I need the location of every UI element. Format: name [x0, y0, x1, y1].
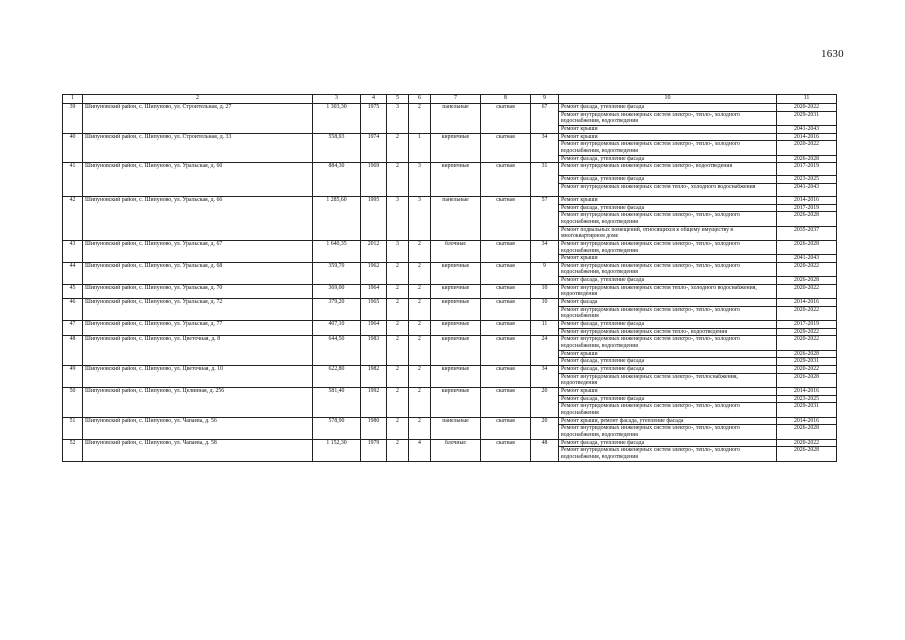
- entrances-cell: 4: [409, 439, 431, 461]
- address-cell: Шипуновский район, с. Шипуново, ул. Целинная, д. 256: [83, 387, 313, 417]
- work-type-cell: Ремонт внутридомовых инженерных систем тепло-, водоотведения: [559, 328, 777, 336]
- residents-cell: 11: [531, 321, 559, 336]
- roof-type-cell: скатная: [481, 133, 531, 163]
- wall-material-cell: кирпичные: [431, 321, 481, 336]
- entrances-cell: 2: [409, 366, 431, 388]
- work-type-cell: Ремонт фасада, утепление фасада: [559, 395, 777, 403]
- residents-cell: 20: [531, 387, 559, 417]
- period-cell: 2020-2022: [777, 104, 837, 112]
- area-cell: 1 152,30: [313, 439, 361, 461]
- residents-cell: 10: [531, 299, 559, 321]
- entrances-cell: 2: [409, 387, 431, 417]
- row-number: 47: [63, 321, 83, 336]
- work-type-cell: Ремонт внутридомовых инженерных систем электро-, водоотведения: [559, 163, 777, 176]
- year-cell: 1992: [361, 387, 387, 417]
- year-cell: 1983: [361, 336, 387, 366]
- floors-cell: 2: [387, 387, 409, 417]
- work-type-cell: Ремонт фасада, утепление фасада: [559, 155, 777, 163]
- table-row: [63, 439, 837, 447]
- area-cell: 407,10: [313, 321, 361, 336]
- area-cell: 379,20: [313, 299, 361, 321]
- work-type-cell: Ремонт внутридомовых инженерных систем тепло-, холодного водоснабжения: [559, 183, 777, 196]
- column-header: 11: [777, 95, 837, 104]
- work-type-cell: Ремонт фасада, утепление фасада: [559, 366, 777, 374]
- year-cell: 1965: [361, 299, 387, 321]
- residents-cell: 34: [531, 133, 559, 163]
- residents-cell: 67: [531, 104, 559, 134]
- wall-material-cell: кирпичные: [431, 262, 481, 284]
- area-cell: 578,90: [313, 417, 361, 439]
- column-header: 7: [431, 95, 481, 104]
- column-header: 2: [83, 95, 313, 104]
- table-row: [63, 366, 837, 374]
- floors-cell: 2: [387, 439, 409, 461]
- period-cell: 2026-2028: [777, 350, 837, 358]
- wall-material-cell: кирпичные: [431, 336, 481, 366]
- area-cell: 644,50: [313, 336, 361, 366]
- area-cell: 1 640,35: [313, 240, 361, 262]
- residents-cell: 10: [531, 284, 559, 298]
- wall-material-cell: кирпичные: [431, 284, 481, 298]
- column-header: 10: [559, 95, 777, 104]
- column-header: 1: [63, 95, 83, 104]
- entrances-cell: 2: [409, 336, 431, 366]
- period-cell: 2041-2043: [777, 183, 837, 196]
- wall-material-cell: панельные: [431, 104, 481, 134]
- floors-cell: 2: [387, 133, 409, 163]
- row-number: 40: [63, 133, 83, 163]
- year-cell: 1969: [361, 163, 387, 197]
- entrances-cell: 1: [409, 133, 431, 163]
- table-header: [63, 95, 837, 104]
- work-type-cell: Ремонт внутридомовых инженерных систем электро-, тепло-, холодного водоснабжения, водоотведения: [559, 212, 777, 226]
- period-cell: 2029-2031: [777, 403, 837, 417]
- table-row: [63, 104, 837, 112]
- table-row: [63, 417, 837, 425]
- address-cell: Шипуновский район, с. Шипуново, ул. Чапаева, д. 56: [83, 417, 313, 439]
- period-cell: 2023-2025: [777, 395, 837, 403]
- work-type-cell: Ремонт внутридомовых инженерных систем электро-, тепло-, холодного водоснабжения, водоотведения: [559, 240, 777, 254]
- area-cell: 884,30: [313, 163, 361, 197]
- year-cell: 1995: [361, 196, 387, 240]
- entrances-cell: 2: [409, 299, 431, 321]
- period-cell: 2029-2031: [777, 358, 837, 366]
- address-cell: Шипуновский район, с. Шипуново, ул. Уральская, д. 68: [83, 262, 313, 284]
- entrances-cell: 2: [409, 104, 431, 134]
- year-cell: 1980: [361, 417, 387, 439]
- address-cell: Шипуновский район, с. Шипуново, ул. Уральская, д. 72: [83, 299, 313, 321]
- wall-material-cell: кирпичные: [431, 299, 481, 321]
- period-cell: 2020-2022: [777, 366, 837, 374]
- table-row: [63, 284, 837, 298]
- address-cell: Шипуновский район, с. Шипуново, ул. Уральская, д. 70: [83, 284, 313, 298]
- period-cell: 2020-2022: [777, 336, 837, 350]
- floors-cell: 2: [387, 284, 409, 298]
- roof-type-cell: скатная: [481, 336, 531, 366]
- work-type-cell: Ремонт фасада, утепление фасада: [559, 358, 777, 366]
- work-type-cell: Ремонт фасада, утепление фасада: [559, 439, 777, 447]
- residents-cell: 34: [531, 366, 559, 388]
- wall-material-cell: кирпичные: [431, 366, 481, 388]
- work-type-cell: Ремонт внутридомовых инженерных систем электро-, тепло-, холодного водоснабжения, водоотведения: [559, 141, 777, 155]
- year-cell: 1982: [361, 366, 387, 388]
- work-type-cell: Ремонт крыши, ремонт фасада, утепление фасада: [559, 417, 777, 425]
- entrances-cell: 2: [409, 321, 431, 336]
- column-header: 8: [481, 95, 531, 104]
- roof-type-cell: скатная: [481, 321, 531, 336]
- period-cell: 2026-2028: [777, 240, 837, 254]
- row-number: 41: [63, 163, 83, 197]
- year-cell: 1975: [361, 104, 387, 134]
- address-cell: Шипуновский район, с. Шипуново, ул. Цветочная, д. 10: [83, 366, 313, 388]
- row-number: 42: [63, 196, 83, 240]
- floors-cell: 2: [387, 366, 409, 388]
- work-type-cell: Ремонт крыши: [559, 255, 777, 263]
- period-cell: 2014-2016: [777, 417, 837, 425]
- residents-cell: 31: [531, 163, 559, 197]
- header-row: [63, 95, 837, 104]
- floors-cell: 2: [387, 417, 409, 439]
- area-cell: 1 303,30: [313, 104, 361, 134]
- wall-material-cell: кирпичные: [431, 163, 481, 197]
- period-cell: 2014-2016: [777, 133, 837, 141]
- table-row: [63, 336, 837, 350]
- period-cell: 2029-2022: [777, 328, 837, 336]
- period-cell: 2023-2025: [777, 176, 837, 184]
- area-cell: 558,93: [313, 133, 361, 163]
- period-cell: 2020-2022: [777, 262, 837, 276]
- row-number: 49: [63, 366, 83, 388]
- address-cell: Шипуновский район, с. Шипуново, ул. Уральская, д. 67: [83, 240, 313, 262]
- row-number: 39: [63, 104, 83, 134]
- work-type-cell: Ремонт крыши: [559, 133, 777, 141]
- entrances-cell: 2: [409, 417, 431, 439]
- year-cell: 1964: [361, 321, 387, 336]
- period-cell: 2029-2031: [777, 111, 837, 125]
- wall-material-cell: кирпичные: [431, 387, 481, 417]
- work-type-cell: Ремонт внутридомовых инженерных систем электро-, тепло-, холодного водоснабжения, водоотведения: [559, 447, 777, 461]
- table-row: [63, 133, 837, 141]
- work-type-cell: Ремонт внутридомовых инженерных систем электро-, тепло-, холодного водоснабжения, водоотведения: [559, 425, 777, 439]
- floors-cell: 3: [387, 240, 409, 262]
- row-number: 45: [63, 284, 83, 298]
- area-cell: 581,40: [313, 387, 361, 417]
- address-cell: Шипуновский район, с. Шипуново, ул. Цветочная, д. 8: [83, 336, 313, 366]
- area-cell: 1 285,60: [313, 196, 361, 240]
- wall-material-cell: блочные: [431, 240, 481, 262]
- address-cell: Шипуновский район, с. Шипуново, ул. Чапаева, д. 58: [83, 439, 313, 461]
- residents-cell: 48: [531, 439, 559, 461]
- work-type-cell: Ремонт внутридомовых инженерных систем электро-, тепло-, холодного водоснабжения, водоотведения: [559, 336, 777, 350]
- period-cell: 2017-2019: [777, 163, 837, 176]
- work-type-cell: Ремонт крыши: [559, 125, 777, 133]
- residents-cell: 57: [531, 196, 559, 240]
- floors-cell: 2: [387, 262, 409, 284]
- page-number: 1630: [821, 48, 844, 60]
- roof-type-cell: скатная: [481, 299, 531, 321]
- residents-cell: 34: [531, 240, 559, 262]
- entrances-cell: 3: [409, 196, 431, 240]
- period-cell: 2026-2028: [777, 447, 837, 461]
- work-type-cell: Ремонт фасада, утепление фасада: [559, 277, 777, 285]
- roof-type-cell: скатная: [481, 284, 531, 298]
- entrances-cell: 2: [409, 284, 431, 298]
- area-cell: 359,70: [313, 262, 361, 284]
- roof-type-cell: скатная: [481, 163, 531, 197]
- period-cell: 2026-2028: [777, 373, 837, 387]
- table-row: [63, 321, 837, 329]
- work-type-cell: Ремонт подвальных помещений, относящихся к общему имуществу в многоквартирном доме: [559, 226, 777, 240]
- year-cell: 1964: [361, 284, 387, 298]
- row-number: 44: [63, 262, 83, 284]
- roof-type-cell: скатная: [481, 240, 531, 262]
- row-number: 51: [63, 417, 83, 439]
- work-type-cell: Ремонт крыши: [559, 196, 777, 204]
- year-cell: 1962: [361, 262, 387, 284]
- year-cell: 2012: [361, 240, 387, 262]
- work-type-cell: Ремонт внутридомовых инженерных систем электро-, тепло-, холодного водоснабжения, водоотведения: [559, 111, 777, 125]
- period-cell: 2020-2022: [777, 306, 837, 320]
- work-type-cell: Ремонт внутридомовых инженерных систем электро-, тепло-, холодного водоснабжения, водоотведения: [559, 262, 777, 276]
- table-row: [63, 240, 837, 254]
- residents-cell: 24: [531, 336, 559, 366]
- column-header: 6: [409, 95, 431, 104]
- roof-type-cell: скатная: [481, 417, 531, 439]
- entrances-cell: 2: [409, 262, 431, 284]
- period-cell: 2020-2022: [777, 141, 837, 155]
- floors-cell: 2: [387, 299, 409, 321]
- roof-type-cell: скатная: [481, 439, 531, 461]
- row-number: 46: [63, 299, 83, 321]
- work-type-cell: Ремонт фасада, утепление фасада: [559, 204, 777, 212]
- floors-cell: 3: [387, 104, 409, 134]
- row-number: 52: [63, 439, 83, 461]
- period-cell: 2035-2037: [777, 226, 837, 240]
- address-cell: Шипуновский район, с. Шипуново, ул. Уральская, д. 77: [83, 321, 313, 336]
- floors-cell: 2: [387, 336, 409, 366]
- period-cell: 2014-2016: [777, 299, 837, 307]
- period-cell: 2041-2043: [777, 255, 837, 263]
- table-row: [63, 163, 837, 176]
- column-header: 9: [531, 95, 559, 104]
- table-row: [63, 387, 837, 395]
- wall-material-cell: кирпичные: [431, 133, 481, 163]
- period-cell: 2026-2028: [777, 425, 837, 439]
- column-header: 3: [313, 95, 361, 104]
- period-cell: 2026-2028: [777, 277, 837, 285]
- roof-type-cell: скатная: [481, 104, 531, 134]
- period-cell: 2041-2043: [777, 125, 837, 133]
- wall-material-cell: панельные: [431, 417, 481, 439]
- column-header: 5: [387, 95, 409, 104]
- housing-register-table: [62, 94, 837, 462]
- table-row: [63, 196, 837, 204]
- address-cell: Шипуновский район, с. Шипуново, ул. Уральская, д. 66: [83, 196, 313, 240]
- floors-cell: 2: [387, 163, 409, 197]
- roof-type-cell: скатная: [481, 196, 531, 240]
- floors-cell: 2: [387, 321, 409, 336]
- entrances-cell: 3: [409, 163, 431, 197]
- work-type-cell: Ремонт крыши: [559, 387, 777, 395]
- entrances-cell: 2: [409, 240, 431, 262]
- year-cell: 1979: [361, 439, 387, 461]
- year-cell: 1974: [361, 133, 387, 163]
- column-header: 4: [361, 95, 387, 104]
- area-cell: 369,00: [313, 284, 361, 298]
- table-body: [63, 104, 837, 462]
- period-cell: 2017-2019: [777, 204, 837, 212]
- roof-type-cell: скатная: [481, 366, 531, 388]
- work-type-cell: Ремонт внутридомовых инженерных систем электро-, тепло-, холодного водоснабжения: [559, 306, 777, 320]
- period-cell: 2026-2028: [777, 212, 837, 226]
- wall-material-cell: блочные: [431, 439, 481, 461]
- work-type-cell: Ремонт крыши: [559, 350, 777, 358]
- work-type-cell: Ремонт фасада, утепление фасада: [559, 176, 777, 184]
- period-cell: 2017-2019: [777, 321, 837, 329]
- floors-cell: 3: [387, 196, 409, 240]
- work-type-cell: Ремонт внутридомовых инженерных систем тепло-, холодного водоснабжения, водоотведения: [559, 284, 777, 298]
- address-cell: Шипуновский район, с. Шипуново, ул. Уральская, д. 60: [83, 163, 313, 197]
- period-cell: 2020-2022: [777, 284, 837, 298]
- period-cell: 2014-2016: [777, 387, 837, 395]
- residents-cell: 20: [531, 417, 559, 439]
- table-row: [63, 299, 837, 307]
- period-cell: 2020-2022: [777, 439, 837, 447]
- address-cell: Шипуновский район, с. Шипуново, ул. Строительная, д. 27: [83, 104, 313, 134]
- row-number: 50: [63, 387, 83, 417]
- row-number: 48: [63, 336, 83, 366]
- period-cell: 2014-2016: [777, 196, 837, 204]
- period-cell: 2026-2028: [777, 155, 837, 163]
- work-type-cell: Ремонт внутридомовых инженерных систем электро-, теплоснабжения, водоотведения: [559, 373, 777, 387]
- work-type-cell: Ремонт фасада: [559, 299, 777, 307]
- work-type-cell: Ремонт фасада, утепление фасада: [559, 104, 777, 112]
- roof-type-cell: скатная: [481, 387, 531, 417]
- work-type-cell: Ремонт внутридомовых инженерных систем электро-, тепло-, холодного водоснабжения: [559, 403, 777, 417]
- residents-cell: 9: [531, 262, 559, 284]
- area-cell: 622,80: [313, 366, 361, 388]
- address-cell: Шипуновский район, с. Шипуново, ул. Строительная, д. 33: [83, 133, 313, 163]
- roof-type-cell: скатная: [481, 262, 531, 284]
- table-row: [63, 262, 837, 276]
- wall-material-cell: панельные: [431, 196, 481, 240]
- work-type-cell: Ремонт фасада, утепление фасада: [559, 321, 777, 329]
- row-number: 43: [63, 240, 83, 262]
